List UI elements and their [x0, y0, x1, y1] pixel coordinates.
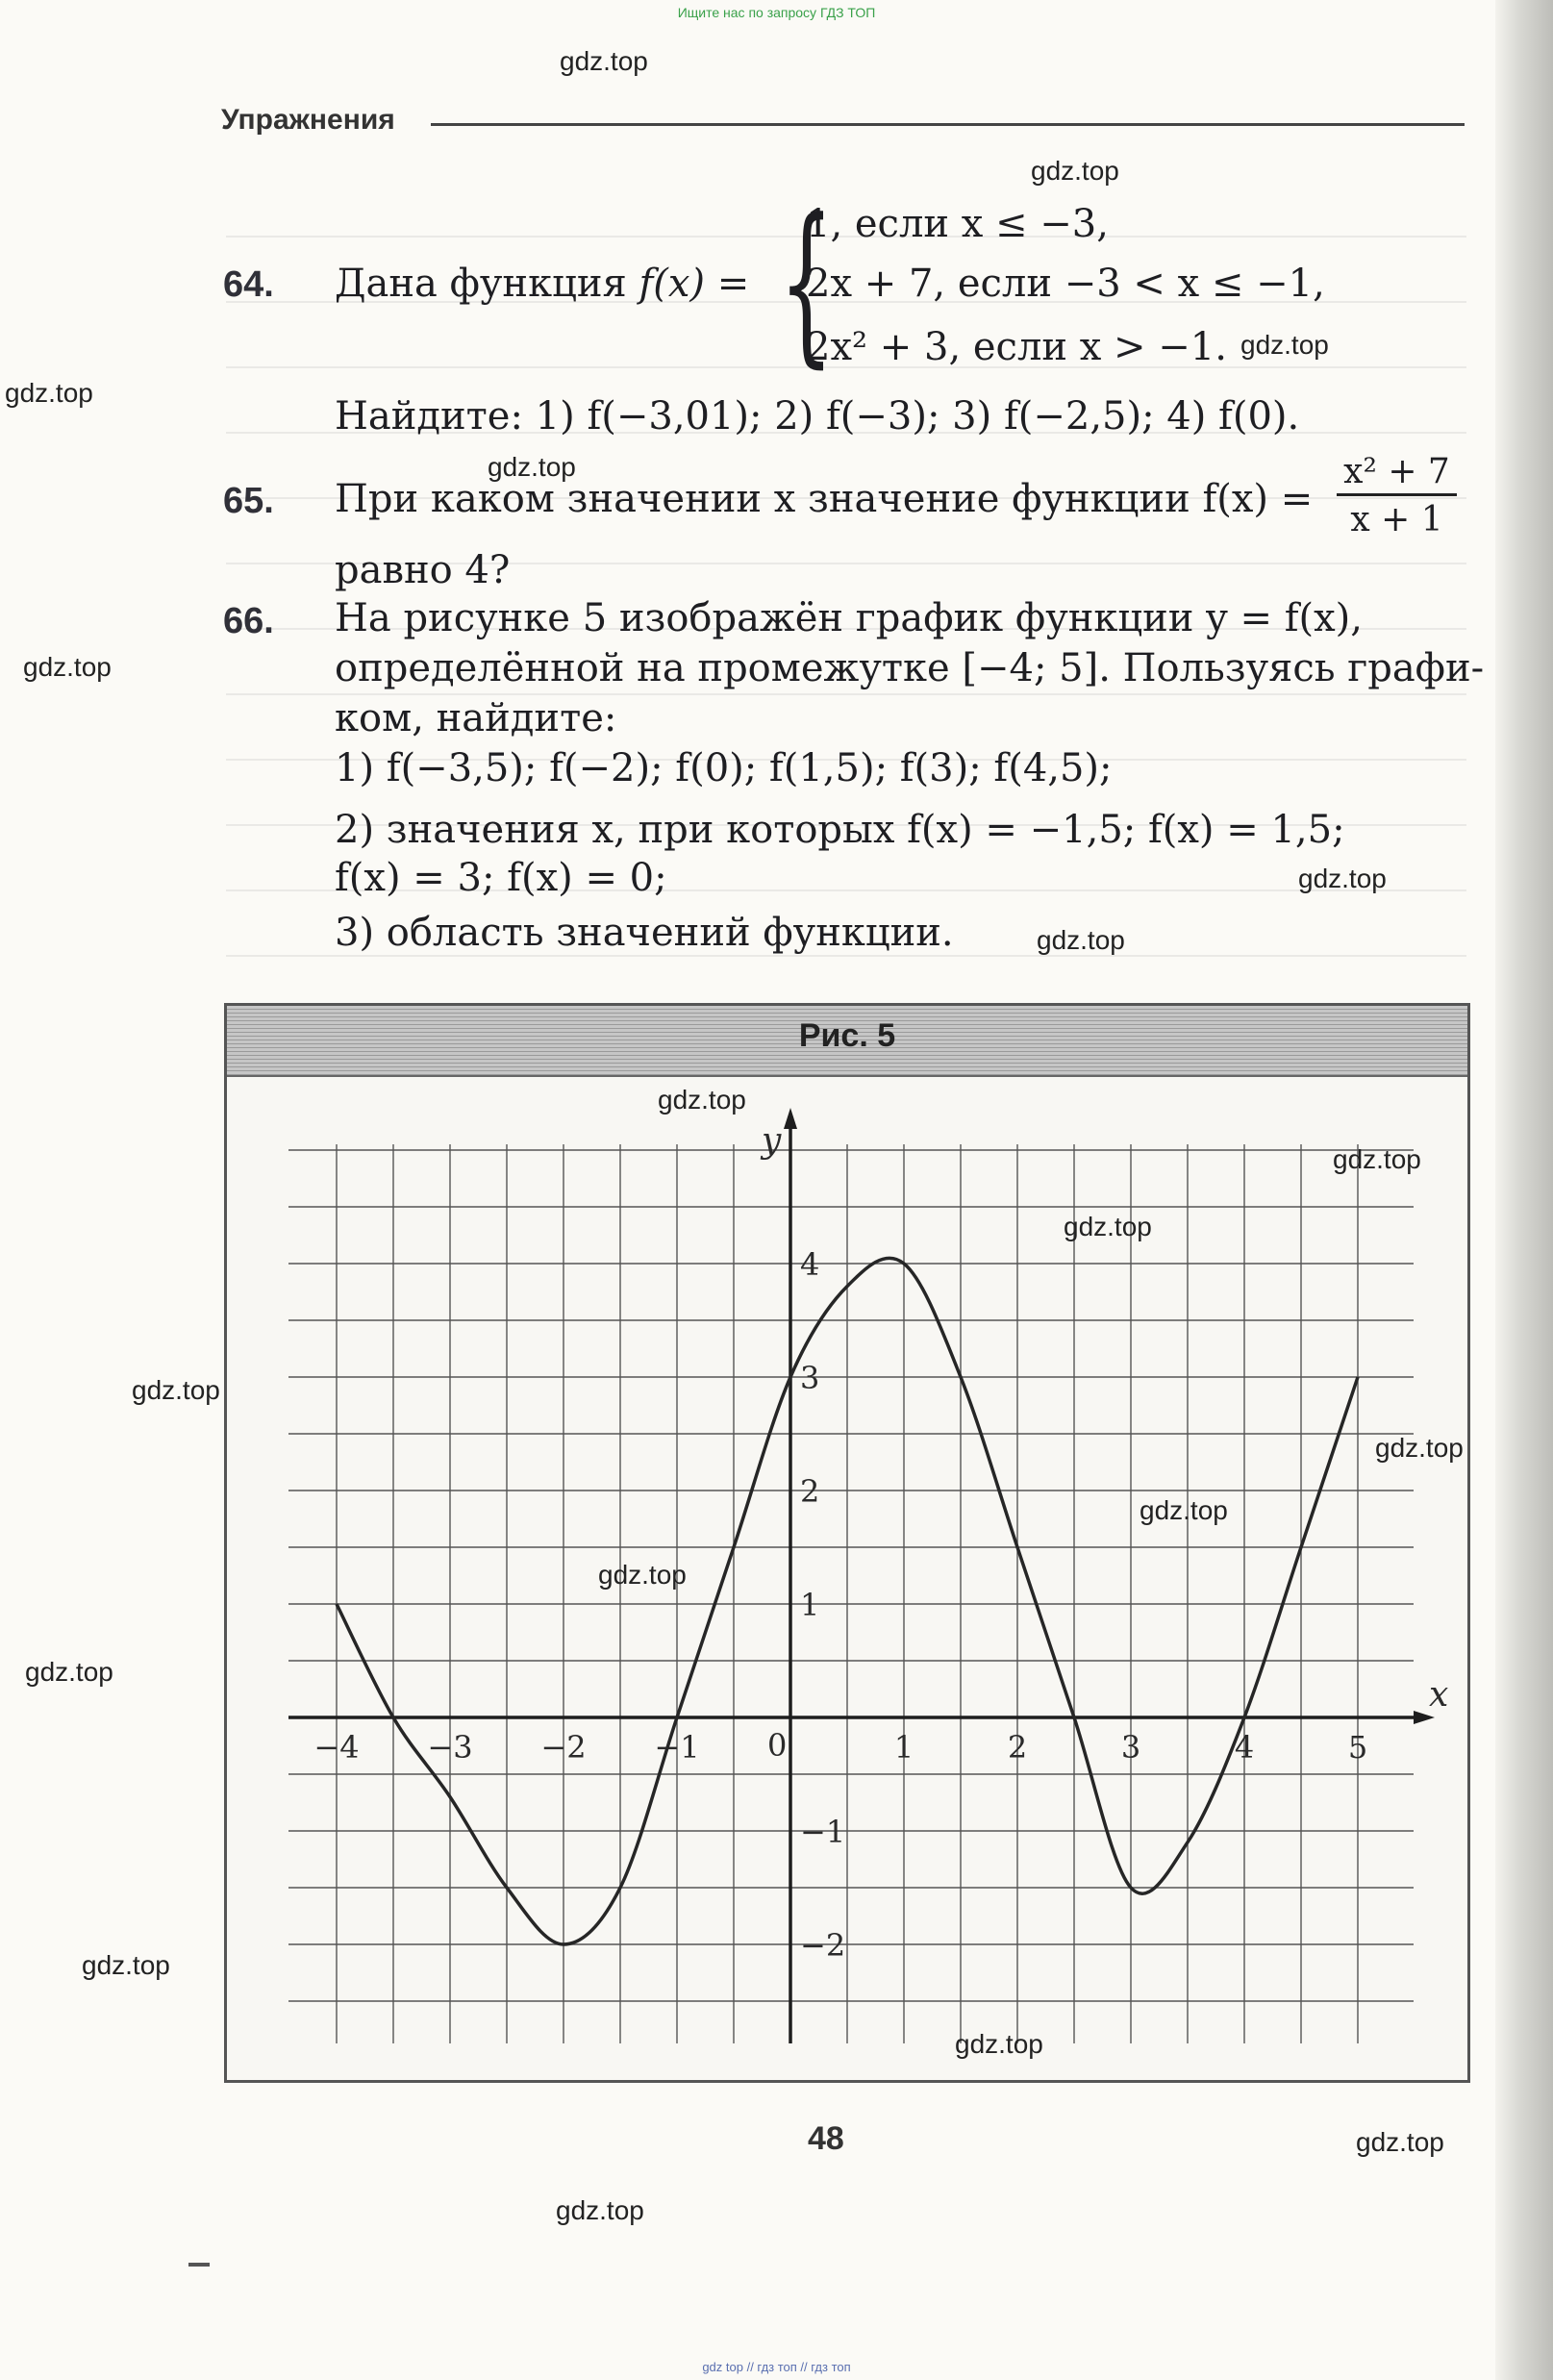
- exercise-64-find: Найдите: 1) f(−3,01); 2) f(−3); 3) f(−2,5); 4) f(0).: [335, 394, 1300, 438]
- exercise-64-number: 64.: [223, 264, 274, 305]
- page-number: 48: [808, 2120, 844, 2157]
- exercise-65-line-2: равно 4?: [335, 548, 511, 592]
- exercise-64-lead-text: Дана функция: [335, 262, 627, 306]
- graph-grid: [288, 1144, 1414, 2043]
- x-tick-label: −2: [540, 1729, 587, 1766]
- exercise-66-number: 66.: [223, 601, 274, 641]
- x-axis-label: x: [1429, 1675, 1449, 1715]
- watermark: gdz.top: [1031, 156, 1119, 186]
- y-tick-label: −2: [800, 1927, 846, 1964]
- y-tick-label: 4: [800, 1246, 820, 1283]
- watermark: gdz.top: [1333, 1144, 1421, 1174]
- x-tick-label: 4: [1234, 1729, 1255, 1766]
- watermark: gdz.top: [5, 378, 93, 408]
- exercise-66-line-3: ком, найдите:: [335, 696, 617, 740]
- x-tick-label: −1: [654, 1729, 700, 1766]
- print-mark: [188, 2263, 210, 2267]
- x-tick-label: −3: [427, 1729, 473, 1766]
- watermark: gdz.top: [82, 1950, 170, 1980]
- exercise-66-line-5: 2) значения x, при которых f(x) = −1,5; f(x) = 1,5;: [335, 808, 1345, 852]
- x-tick-label: −4: [313, 1729, 360, 1766]
- y-tick-label: 3: [800, 1360, 820, 1396]
- y-axis-label: y: [762, 1121, 782, 1161]
- x-tick-label: 1: [893, 1729, 914, 1766]
- watermark: gdz.top: [658, 1085, 746, 1115]
- exercise-64-func: f(x) =: [639, 262, 750, 306]
- watermark: gdz.top: [1356, 2127, 1444, 2157]
- y-axis-arrow: [784, 1108, 797, 1129]
- watermark: gdz.top: [955, 2029, 1043, 2059]
- figure-title: Рис. 5: [798, 1017, 896, 1054]
- y-tick-label: 2: [800, 1473, 820, 1510]
- watermark: gdz.top: [1298, 864, 1387, 893]
- x-tick-label: 3: [1120, 1729, 1141, 1766]
- x-tick-label: 5: [1347, 1729, 1368, 1766]
- section-title: Упражнения: [221, 104, 395, 136]
- watermark: gdz.top: [23, 652, 112, 682]
- exercise-65-number: 65.: [223, 481, 274, 521]
- graph-tick-labels: [313, 1121, 1448, 1964]
- fraction-denominator: x + 1: [1350, 500, 1443, 539]
- fraction-numerator: x² + 7: [1337, 452, 1457, 496]
- watermark: gdz.top: [1064, 1212, 1152, 1241]
- exercise-64-case-1: 1, если x ≤ −3,: [806, 202, 1109, 246]
- watermark: gdz.top: [488, 452, 576, 482]
- cases-brace: {: [779, 183, 835, 384]
- watermark: gdz.top: [1140, 1495, 1228, 1525]
- exercise-66-line-1: На рисунке 5 изображён график функции y = f(x),: [335, 596, 1363, 640]
- exercise-64-case-3: 2x² + 3, если x > −1.: [806, 325, 1227, 369]
- watermark: gdz.top: [132, 1375, 220, 1405]
- exercise-66-line-4: 1) f(−3,5); f(−2); f(0); f(1,5); f(3); f(4,5);: [335, 746, 1113, 790]
- y-tick-label: 1: [800, 1587, 820, 1623]
- watermark: gdz.top: [556, 2195, 644, 2225]
- watermark: gdz.top: [560, 46, 648, 76]
- top-note: Ищите нас по запросу ГДЗ ТОП: [677, 5, 876, 20]
- watermark: gdz.top: [1240, 330, 1329, 360]
- exercise-66-line-6: f(x) = 3; f(x) = 0;: [335, 856, 667, 900]
- watermark: gdz.top: [1375, 1433, 1464, 1463]
- exercise-66-line-2: определённой на промежутке [−4; 5]. Пользуясь графи-: [335, 646, 1485, 690]
- exercise-66-line-7: 3) область значений функции.: [335, 911, 954, 955]
- origin-label: 0: [767, 1727, 788, 1764]
- x-tick-label: 2: [1007, 1729, 1028, 1766]
- bottom-note: gdz top // гдз топ // гдз топ: [702, 2360, 851, 2374]
- y-tick-label: −1: [800, 1814, 846, 1850]
- exercise-65-line-1: При каком значении x значение функции f(x) =: [335, 477, 1314, 521]
- graph-axes: [288, 1108, 1435, 2043]
- watermark: gdz.top: [25, 1657, 113, 1687]
- exercise-64-case-2: 2x + 7, если −3 < x ≤ −1,: [806, 262, 1325, 306]
- watermark: gdz.top: [1037, 925, 1125, 955]
- watermark: gdz.top: [598, 1560, 687, 1590]
